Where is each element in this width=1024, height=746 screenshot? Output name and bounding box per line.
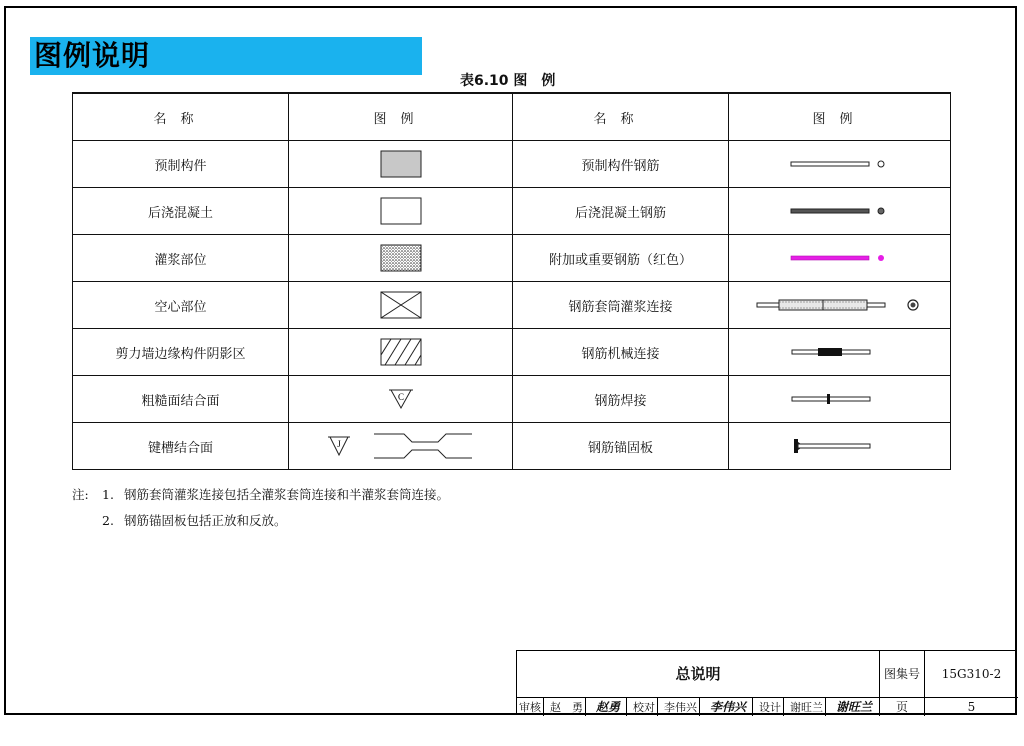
mechanical-connection-symbol bbox=[790, 345, 890, 359]
review-label: 审核 bbox=[519, 701, 541, 714]
legend-header-row bbox=[73, 93, 951, 141]
cast-in-place-rebar-symbol bbox=[790, 205, 890, 217]
legend-name: 后浇混凝土 bbox=[73, 188, 289, 235]
note-item bbox=[72, 508, 449, 534]
legend-row bbox=[73, 235, 951, 282]
legend-row bbox=[73, 329, 951, 376]
checker-signature: 李伟兴 bbox=[710, 700, 747, 714]
legend-row bbox=[73, 282, 951, 329]
legend-table bbox=[72, 92, 951, 470]
note-text: 钢筋套筒灌浆连接包括全灌浆套筒连接和半灌浆套筒连接。 bbox=[124, 487, 450, 502]
legend-symbol-cell bbox=[729, 188, 951, 235]
note-text: 钢筋锚固板包括正放和反放。 bbox=[124, 513, 287, 528]
hollow-area-symbol bbox=[380, 291, 422, 319]
legend-symbol-cell bbox=[729, 282, 951, 329]
note-item bbox=[72, 482, 449, 508]
legend-symbol-cell bbox=[289, 141, 513, 188]
header-symbol-left: 图例 bbox=[289, 93, 513, 141]
legend-name: 预制构件钢筋 bbox=[513, 141, 729, 188]
sleeve-grouting-connection-symbol bbox=[755, 295, 925, 315]
legend-symbol-cell bbox=[729, 235, 951, 282]
legend-name: 键槽结合面 bbox=[73, 423, 289, 470]
title-block bbox=[516, 650, 1017, 715]
notes-label: 注: bbox=[72, 487, 89, 502]
legend-row bbox=[73, 423, 951, 470]
legend-name: 空心部位 bbox=[73, 282, 289, 329]
legend-symbol-cell bbox=[289, 329, 513, 376]
legend-row bbox=[73, 188, 951, 235]
atlas-number-label: 图集号 bbox=[880, 651, 925, 698]
header-symbol-right: 图例 bbox=[729, 93, 951, 141]
precast-rebar-symbol bbox=[790, 158, 890, 170]
additional-rebar-symbol bbox=[790, 252, 890, 264]
precast-member-symbol bbox=[380, 150, 422, 178]
legend-name: 灌浆部位 bbox=[73, 235, 289, 282]
legend-symbol-cell bbox=[729, 329, 951, 376]
legend-symbol-cell bbox=[729, 423, 951, 470]
boundary-member-shaded-area-symbol bbox=[380, 338, 422, 366]
rough-surface-symbol bbox=[388, 388, 414, 410]
check-label: 校对 bbox=[633, 701, 656, 714]
legend-name: 钢筋套筒灌浆连接 bbox=[513, 282, 729, 329]
legend-symbol-cell bbox=[289, 235, 513, 282]
legend-name: 剪力墙边缘构件阴影区 bbox=[73, 329, 289, 376]
legend-name: 钢筋锚固板 bbox=[513, 423, 729, 470]
checker-name: 李伟兴 bbox=[664, 701, 698, 714]
legend-row bbox=[73, 141, 951, 188]
cast-in-place-concrete-symbol bbox=[380, 197, 422, 225]
legend-symbol-cell bbox=[289, 423, 513, 470]
header-name-right: 名称 bbox=[513, 93, 729, 141]
note-number: 2. bbox=[102, 513, 114, 528]
welded-connection-symbol bbox=[790, 392, 890, 406]
notes-section bbox=[72, 482, 449, 534]
legend-name: 后浇混凝土钢筋 bbox=[513, 188, 729, 235]
legend-symbol-cell bbox=[289, 282, 513, 329]
shear-key-surface-symbol bbox=[326, 429, 476, 463]
key-surface-label: J bbox=[336, 439, 341, 449]
legend-symbol-cell bbox=[729, 376, 951, 423]
reviewer-signature: 赵勇 bbox=[596, 700, 621, 714]
designer-name: 谢旺兰 bbox=[790, 701, 824, 714]
note-number: 1. bbox=[102, 487, 114, 502]
designer-signature: 谢旺兰 bbox=[836, 700, 873, 714]
legend-name: 钢筋机械连接 bbox=[513, 329, 729, 376]
anchor-plate-symbol bbox=[790, 438, 890, 454]
legend-symbol-cell bbox=[289, 376, 513, 423]
grouting-area-symbol bbox=[380, 244, 422, 272]
page-label: 页 bbox=[880, 698, 925, 716]
header-name-left: 名称 bbox=[73, 93, 289, 141]
legend-name: 钢筋焊接 bbox=[513, 376, 729, 423]
rough-surface-label: C bbox=[397, 392, 404, 402]
legend-row bbox=[73, 376, 951, 423]
legend-name: 预制构件 bbox=[73, 141, 289, 188]
page-number: 5 bbox=[967, 700, 976, 714]
drawing-title: 总说明 bbox=[517, 651, 880, 698]
legend-name: 附加或重要钢筋（红色） bbox=[513, 235, 729, 282]
atlas-number: 15G310-2 bbox=[925, 651, 1018, 698]
legend-symbol-cell bbox=[729, 141, 951, 188]
reviewer-name: 赵 勇 bbox=[550, 701, 583, 714]
page-banner-title: 图例说明 bbox=[30, 37, 422, 75]
legend-name: 粗糙面结合面 bbox=[73, 376, 289, 423]
table-caption: 表6.10 图 例 bbox=[460, 73, 556, 89]
signature-row bbox=[517, 698, 880, 716]
legend-symbol-cell bbox=[289, 188, 513, 235]
design-label: 设计 bbox=[759, 701, 782, 714]
